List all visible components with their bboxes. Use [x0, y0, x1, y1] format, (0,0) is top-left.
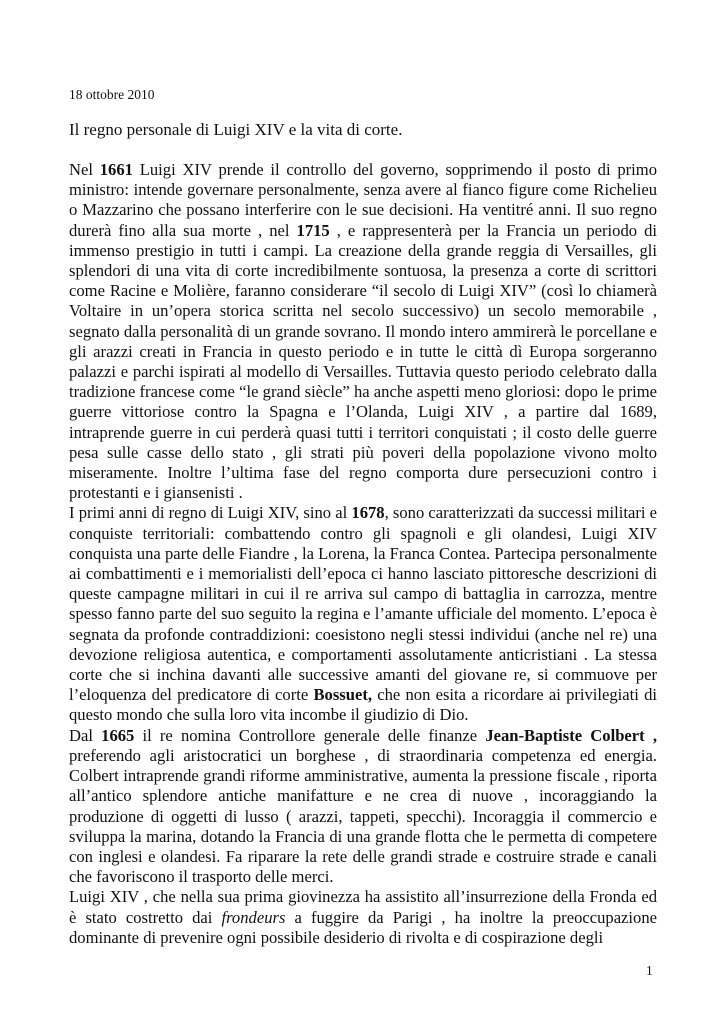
document-date: 18 ottobre 2010 [69, 87, 155, 102]
year-1661: 1661 [99, 160, 133, 179]
paragraph-4: Luigi XIV , che nella sua prima giovinezza ha assistito all’insurrezione della Fronda ed è stato costretto dai frondeurs a fuggire da Parigi , ha inoltre la preoccupazione dominante di prevenire ogni possibile desiderio di rivolta e di cospirazione degli [69, 887, 657, 947]
document-title: Il regno personale di Luigi XIV e la vita di corte. [69, 120, 403, 139]
year-1665: 1665 [101, 725, 135, 745]
paragraph-1: Nel 1661 Luigi XIV prende il controllo del governo, sopprimendo il posto di primo ministro: intende governare personalmente, senza avere al fianco figure come Richelieu o Mazzarino che possano interferire con le sue decisioni. Ha ventitré anni. Il suo regno durerà fino alla sua morte , nel 1715 , e rappresenterà per la Francia un periodo di immenso prestigio in tutti i campi. La creazione della grande reggia di Versailles, gli splendori di una vita di corte incredibilmente sontuosa, la presenza a corte di scrittori come Racine e Molière, faranno considerare “il secolo di Luigi XIV” (così lo chiamerà Voltaire in un’opera storica scritta nel secolo successivo) un secolo memorabile , segnato dalla personalità di un grande sovrano. Il mondo intero ammirerà le porcellane e gli arazzi creati in Francia in questo periodo e in tutte le città dì Europa sorgeranno palazzi e parchi ispirati al modello di Versailles. Tuttavia questo periodo celebrato dalla tradizione francese come “le grand siècle” ha anche aspetti meno gloriosi: dopo le prime guerre vittoriose contro la Spagna e l’Olanda, Luigi XIV , a partire dal 1689, intraprende guerre in cui perderà quasi tutti i territori conquistati ; il costo delle guerre pesa sulle casse dello stato , gli strati più poveri della popolazione vivono molto miseramente. Inoltre l’ultima fase del regno comporta dure persecuzioni contro i protestanti e i giansenisti . [69, 160, 657, 503]
document-body [69, 160, 657, 948]
term-frondeurs: frondeurs [221, 907, 286, 927]
name-bossuet: Bossuet, [313, 685, 373, 705]
page-number: 1 [646, 963, 653, 978]
paragraph-3: Dal 1665 il re nomina Controllore generale delle finanze Jean-Baptiste Colbert , preferendo agli aristocratici un borghese , di straordinaria competenza ed energia. Colbert intraprende grandi riforme amministrative, aumenta la pressione fiscale , riporta all’antico splendore antiche manifatture e ne crea di nuove , incoraggiando la produzione di oggetti di lusso ( arazzi, tappeti, specchi). Incoraggia il commercio e sviluppa la marina, dotando la Francia di una grande flotta che le permetta di competere con inglesi e olandesi. Fa riparare la rete delle grandi strade e costruire strade e canali che favoriscono il trasporto delle merci. [69, 725, 657, 887]
name-colbert: Jean-Baptiste Colbert , [485, 725, 657, 745]
paragraph-2: I primi anni di regno di Luigi XIV, sino al 1678, sono caratterizzati da successi militari e conquiste territoriali: combattendo contro gli spagnoli e gli olandesi, Luigi XIV conquista una parte delle Fiandre , la Lorena, la Franca Contea. Partecipa personalmente ai combattimenti e i memorialisti dell’epoca ci hanno lasciato pittoresche descrizioni di queste campagne militari in cui il re arriva sul campo di battaglia in carrozza, mentre spesso fanno parte del suo seguito la regina e l’amante ufficiale del momento. L’epoca è segnata da profonde contraddizioni: coesistono negli stessi individui (anche nel re) una devozione religiosa autentica, e comportamenti assolutamente anticristiani . La stessa corte che si inchina davanti alle successive amanti del giovane re, si commuove per l’eloquenza del predicatore di corte Bossuet, che non esita a ricordare ai privilegiati di questo mondo che sulla loro vita incombe il giudizio di Dio. [69, 503, 658, 725]
year-1715: 1715 [296, 220, 330, 240]
year-1678: 1678 [351, 503, 385, 523]
